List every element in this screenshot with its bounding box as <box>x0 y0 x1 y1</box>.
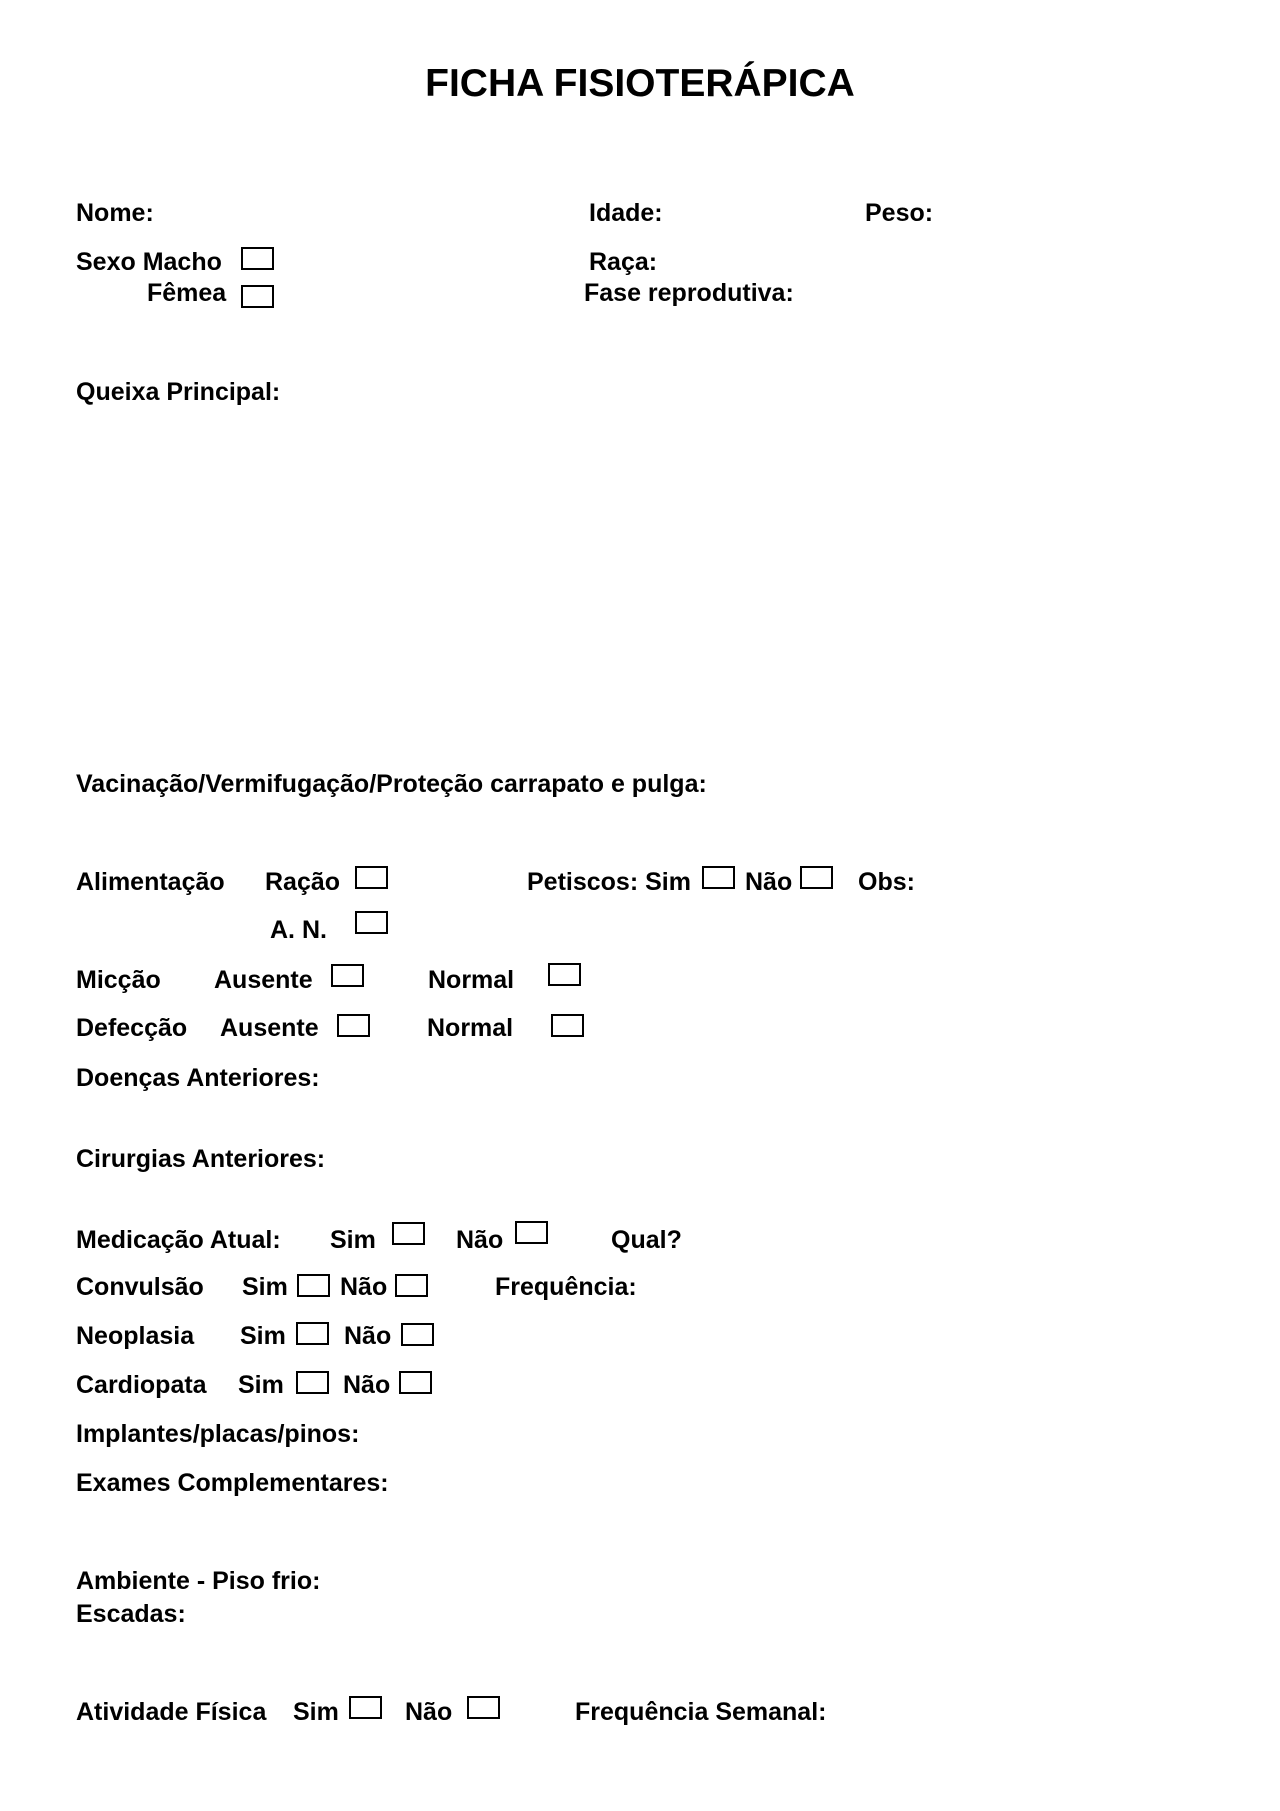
petiscos-nao-checkbox[interactable] <box>800 866 833 889</box>
convulsao-label: Convulsão <box>76 1273 204 1301</box>
atividade-fisica-label: Atividade Física <box>76 1698 267 1726</box>
doencas-anteriores-label: Doenças Anteriores: <box>76 1064 320 1092</box>
vacinacao-label: Vacinação/Vermifugação/Proteção carrapato e pulga: <box>76 770 707 798</box>
idade-label: Idade: <box>589 199 663 227</box>
miccao-ausente-checkbox[interactable] <box>331 964 364 987</box>
medicacao-nao-label: Não <box>456 1226 504 1254</box>
cardiopata-sim-label: Sim <box>238 1371 284 1399</box>
queixa-principal-label: Queixa Principal: <box>76 378 281 406</box>
an-label: A. N. <box>270 916 327 944</box>
qual-label: Qual? <box>611 1226 682 1254</box>
convulsao-nao-checkbox[interactable] <box>395 1274 428 1297</box>
femea-label: Fêmea <box>147 279 227 307</box>
convulsao-nao-label: Não <box>340 1273 388 1301</box>
exames-complementares-label: Exames Complementares: <box>76 1469 389 1497</box>
cardiopata-sim-checkbox[interactable] <box>296 1371 329 1394</box>
medicacao-atual-label: Medicação Atual: <box>76 1226 281 1254</box>
alimentacao-label: Alimentação <box>76 868 225 896</box>
neoplasia-nao-label: Não <box>344 1322 392 1350</box>
neoplasia-sim-label: Sim <box>240 1322 286 1350</box>
frequencia-label: Frequência: <box>495 1273 637 1301</box>
medicacao-sim-label: Sim <box>330 1226 376 1254</box>
cirurgias-anteriores-label: Cirurgias Anteriores: <box>76 1145 326 1173</box>
defeccao-ausente-checkbox[interactable] <box>337 1014 370 1037</box>
implantes-label: Implantes/placas/pinos: <box>76 1420 360 1448</box>
escadas-label: Escadas: <box>76 1600 186 1628</box>
femea-checkbox[interactable] <box>241 285 274 308</box>
miccao-ausente-label: Ausente <box>214 966 313 994</box>
medicacao-sim-checkbox[interactable] <box>392 1222 425 1245</box>
fase-reprodutiva-label: Fase reprodutiva: <box>584 279 794 307</box>
cardiopata-nao-label: Não <box>343 1371 391 1399</box>
cardiopata-nao-checkbox[interactable] <box>399 1371 432 1394</box>
petiscos-nao-label: Não <box>745 868 793 896</box>
atividade-sim-label: Sim <box>293 1698 339 1726</box>
miccao-label: Micção <box>76 966 161 994</box>
miccao-normal-label: Normal <box>428 966 515 994</box>
raca-label: Raça: <box>589 248 658 276</box>
atividade-nao-label: Não <box>405 1698 453 1726</box>
miccao-normal-checkbox[interactable] <box>548 963 581 986</box>
convulsao-sim-label: Sim <box>242 1273 288 1301</box>
neoplasia-label: Neoplasia <box>76 1322 195 1350</box>
defeccao-label: Defecção <box>76 1014 188 1042</box>
macho-checkbox[interactable] <box>241 247 274 270</box>
sexo-macho-label: Sexo Macho <box>76 248 222 276</box>
peso-label: Peso: <box>865 199 934 227</box>
page-title: FICHA FISIOTERÁPICA <box>425 62 855 105</box>
ambiente-piso-frio-label: Ambiente - Piso frio: <box>76 1567 321 1595</box>
atividade-sim-checkbox[interactable] <box>349 1696 382 1719</box>
atividade-nao-checkbox[interactable] <box>467 1696 500 1719</box>
an-checkbox[interactable] <box>355 911 388 934</box>
neoplasia-nao-checkbox[interactable] <box>401 1323 434 1346</box>
petiscos-sim-checkbox[interactable] <box>702 866 735 889</box>
frequencia-semanal-label: Frequência Semanal: <box>575 1698 827 1726</box>
petiscos-label: Petiscos: Sim <box>527 868 691 896</box>
defeccao-normal-checkbox[interactable] <box>551 1014 584 1037</box>
cardiopata-label: Cardiopata <box>76 1371 207 1399</box>
racao-label: Ração <box>265 868 341 896</box>
defeccao-normal-label: Normal <box>427 1014 514 1042</box>
obs-label: Obs: <box>858 868 915 896</box>
convulsao-sim-checkbox[interactable] <box>297 1274 330 1297</box>
racao-checkbox[interactable] <box>355 866 388 889</box>
medicacao-nao-checkbox[interactable] <box>515 1221 548 1244</box>
defeccao-ausente-label: Ausente <box>220 1014 319 1042</box>
neoplasia-sim-checkbox[interactable] <box>296 1322 329 1345</box>
nome-label: Nome: <box>76 199 154 227</box>
